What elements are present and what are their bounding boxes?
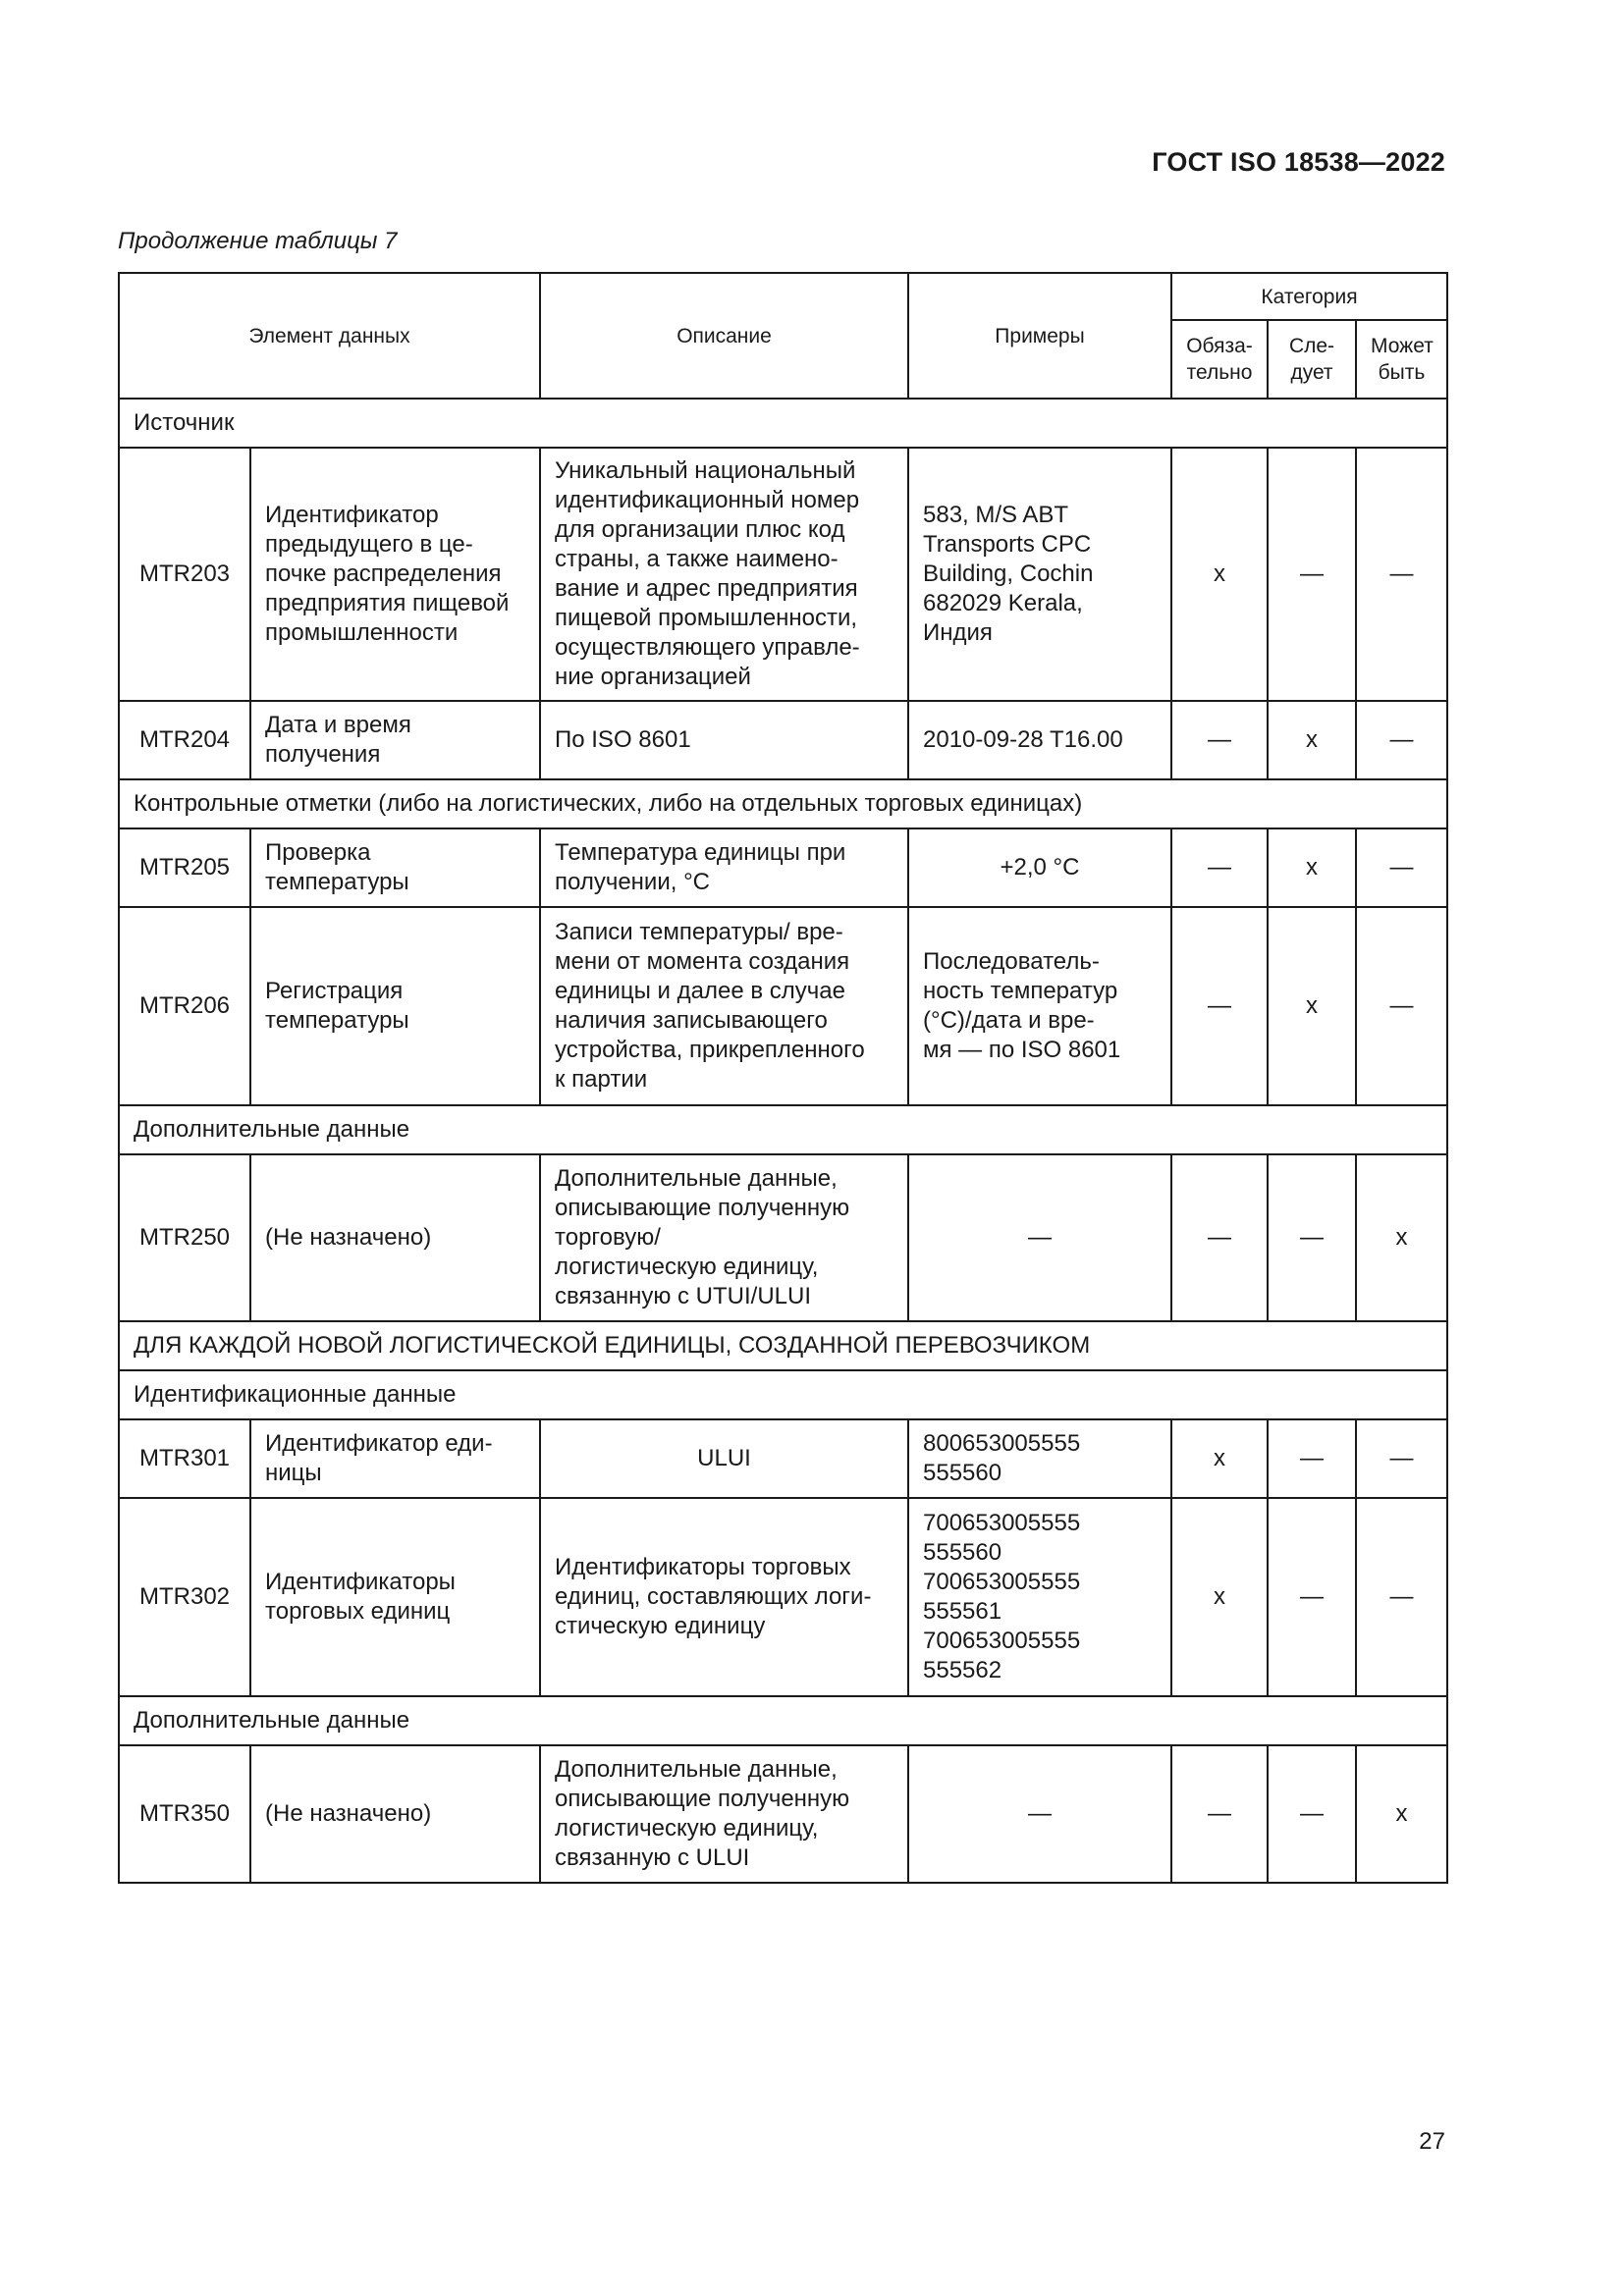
header-category: Категория xyxy=(1171,273,1447,320)
row-may: x xyxy=(1356,1745,1447,1883)
row-may: — xyxy=(1356,701,1447,779)
row-should: — xyxy=(1268,1745,1356,1883)
table-row xyxy=(119,448,1447,701)
row-may: — xyxy=(1356,448,1447,701)
section-row xyxy=(119,1105,1447,1154)
row-description: Идентификаторы торговых единиц, составляющих логи- стическую единицу xyxy=(540,1498,908,1696)
data-elements-table xyxy=(118,272,1448,1884)
row-description: Дополнительные данные, описывающие полученную логистическую единицу, связанную с ULUI xyxy=(540,1745,908,1883)
row-should: x xyxy=(1268,828,1356,907)
row-code: MTR250 xyxy=(119,1154,250,1321)
row-mandatory: — xyxy=(1171,1745,1268,1883)
row-example: 700653005555 555560 700653005555 555561 700653005555 555562 xyxy=(908,1498,1171,1696)
row-may: — xyxy=(1356,907,1447,1105)
section-row xyxy=(119,1321,1447,1370)
row-name: (Не назначено) xyxy=(250,1745,540,1883)
section-additional: Дополнительные данные xyxy=(119,1105,1447,1154)
header-should: Сле- дует xyxy=(1268,320,1356,399)
table-row xyxy=(119,1498,1447,1696)
table-caption: Продолжение таблицы 7 xyxy=(118,228,398,254)
row-mandatory: — xyxy=(1171,1154,1268,1321)
row-name: Идентификатор еди- ницы xyxy=(250,1419,540,1498)
section-row xyxy=(119,1370,1447,1419)
row-name: Идентификатор предыдущего в це- почке распределения предприятия пищевой промышленности xyxy=(250,448,540,701)
row-name: Проверка температуры xyxy=(250,828,540,907)
row-description: Дополнительные данные, описывающие полученную торговую/ логистическую единицу, связанную с UTUI/ULUI xyxy=(540,1154,908,1321)
row-mandatory: — xyxy=(1171,828,1268,907)
section-row xyxy=(119,399,1447,448)
row-should: — xyxy=(1268,1498,1356,1696)
row-example: Последователь- ность температур (°C)/дата и вре- мя — по ISO 8601 xyxy=(908,907,1171,1105)
row-should: — xyxy=(1268,448,1356,701)
row-example: — xyxy=(908,1745,1171,1883)
row-example: — xyxy=(908,1154,1171,1321)
document-code: ГОСТ ISO 18538—2022 xyxy=(1152,147,1445,177)
row-description: Температура единицы при получении, °C xyxy=(540,828,908,907)
row-may: — xyxy=(1356,828,1447,907)
row-description: По ISO 8601 xyxy=(540,701,908,779)
row-may: x xyxy=(1356,1154,1447,1321)
header-row xyxy=(119,273,1447,320)
row-mandatory: — xyxy=(1171,701,1268,779)
row-code: MTR204 xyxy=(119,701,250,779)
section-identification: Идентификационные данные xyxy=(119,1370,1447,1419)
row-code: MTR206 xyxy=(119,907,250,1105)
row-mandatory: x xyxy=(1171,448,1268,701)
header-may: Может быть xyxy=(1356,320,1447,399)
row-may: — xyxy=(1356,1419,1447,1498)
row-mandatory: — xyxy=(1171,907,1268,1105)
row-name: Дата и время получения xyxy=(250,701,540,779)
row-should: — xyxy=(1268,1154,1356,1321)
row-should: x xyxy=(1268,907,1356,1105)
section-row xyxy=(119,1696,1447,1745)
row-example: 2010-09-28 T16.00 xyxy=(908,701,1171,779)
table-row xyxy=(119,701,1447,779)
row-code: MTR205 xyxy=(119,828,250,907)
row-name: Регистрация температуры xyxy=(250,907,540,1105)
row-name: Идентификаторы торговых единиц xyxy=(250,1498,540,1696)
section-source: Источник xyxy=(119,399,1447,448)
row-description: Записи температуры/ вре- мени от момента создания единицы и далее в случае наличия записывающего устройства, прикрепленного к партии xyxy=(540,907,908,1105)
row-example: +2,0 °C xyxy=(908,828,1171,907)
page-number: 27 xyxy=(1419,2128,1445,2155)
header-examples: Примеры xyxy=(908,273,1171,399)
row-should: x xyxy=(1268,701,1356,779)
table-row xyxy=(119,1154,1447,1321)
row-should: — xyxy=(1268,1419,1356,1498)
row-code: MTR302 xyxy=(119,1498,250,1696)
row-example: 583, M/S ABT Transports CPC Building, Cochin 682029 Kerala, Индия xyxy=(908,448,1171,701)
row-example: 800653005555 555560 xyxy=(908,1419,1171,1498)
row-may: — xyxy=(1356,1498,1447,1696)
row-description: ULUI xyxy=(540,1419,908,1498)
table-row xyxy=(119,828,1447,907)
header-element: Элемент данных xyxy=(119,273,540,399)
table-row xyxy=(119,1419,1447,1498)
row-mandatory: x xyxy=(1171,1498,1268,1696)
header-description: Описание xyxy=(540,273,908,399)
section-control: Контрольные отметки (либо на логистических, либо на отдельных торговых единицах) xyxy=(119,779,1447,828)
section-new-unit: ДЛЯ КАЖДОЙ НОВОЙ ЛОГИСТИЧЕСКОЙ ЕДИНИЦЫ, СОЗДАННОЙ ПЕРЕВОЗЧИКОМ xyxy=(119,1321,1447,1370)
row-mandatory: x xyxy=(1171,1419,1268,1498)
row-code: MTR203 xyxy=(119,448,250,701)
row-code: MTR350 xyxy=(119,1745,250,1883)
table-row xyxy=(119,907,1447,1105)
table-row xyxy=(119,1745,1447,1883)
section-additional: Дополнительные данные xyxy=(119,1696,1447,1745)
row-name: (Не назначено) xyxy=(250,1154,540,1321)
row-code: MTR301 xyxy=(119,1419,250,1498)
row-description: Уникальный национальный идентификационный номер для организации плюс код страны, а также наимено- вание и адрес предприятия пищевой промышленности, осуществляющего управле- ние организацией xyxy=(540,448,908,701)
header-mandatory: Обяза- тельно xyxy=(1171,320,1268,399)
section-row xyxy=(119,779,1447,828)
